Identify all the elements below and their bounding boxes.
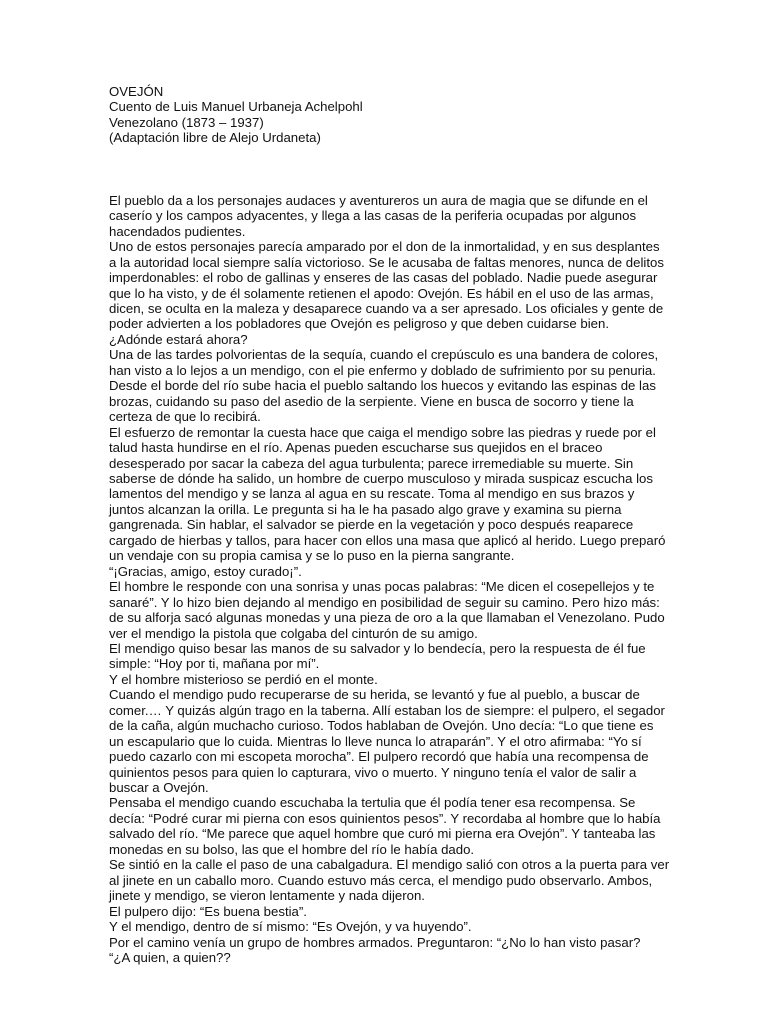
text-line: El pueblo da a los personajes audaces y aventureros un aura de magia que se difunde en el xyxy=(109,192,648,208)
text-line: hacendados pudientes. xyxy=(109,223,246,239)
text-line: imperdonables: el robo de gallinas y enseres de las casas del poblado. Nadie puede asegurar xyxy=(109,270,658,286)
text-line: lamentos del mendigo y se lanza al agua en su rescate. Toma al mendigo en sus brazos y xyxy=(109,486,635,502)
author-nationality: Venezolano (1873 – 1937) xyxy=(109,114,264,130)
story-title: OVEJÓN xyxy=(109,84,164,99)
text-line: “¿A quien, a quien?? xyxy=(109,950,231,966)
text-line: Y el hombre misterioso se perdió en el monte. xyxy=(109,671,378,687)
story-author: Cuento de Luis Manuel Urbaneja Achelpohl xyxy=(109,99,363,115)
text-line: Pensaba el mendigo cuando escuchaba la tertulia que él podía tener esa recompensa. Se xyxy=(109,795,636,811)
text-line: al jinete en un caballo moro. Cuando estuvo más cerca, el mendigo pudo observarlo. Ambos, xyxy=(109,872,653,888)
text-line: Cuando el mendigo pudo recuperarse de su herida, se levantó y fue al pueblo, a buscar de xyxy=(109,687,640,703)
adaptation-credit: (Adaptación libre de Alejo Urdaneta) xyxy=(109,130,321,146)
text-line: puedo cazarlo con mi escopeta morocha”. El pulpero recordó que había una recompensa de xyxy=(109,749,649,765)
text-line: un vendaje con su propia camisa y se lo puso en la pierna sangrante. xyxy=(109,548,515,564)
text-line: brozas, cuidando su paso del asedio de la serpiente. Viene en busca de socorro y tiene la xyxy=(109,393,634,409)
text-line: cargado de hierbas y tallos, para hacer con ellos una masa que aplicó al herido. Luego preparó xyxy=(109,532,666,548)
document-header xyxy=(109,84,639,146)
text-line: poder advierten a los pobladores que Ovejón es peligroso y que deben cuidarse bien. xyxy=(109,316,609,332)
text-line: Uno de estos personajes parecía amparado por el don de la inmortalidad, y en sus desplantes xyxy=(109,239,660,255)
text-line: salvado del río. “Me parece que aquel hombre que curó mi pierna era Ovejón”. Y tanteaba las xyxy=(109,826,656,842)
text-line: Una de las tardes polvorientas de la sequía, cuando el crepúsculo es una bandera de colores, xyxy=(109,347,659,363)
text-line: quinientos pesos para quien lo capturara, vivo o muerto. Y ninguno tenía el valor de salir a xyxy=(109,764,637,780)
text-line: buscar a Ovejón. xyxy=(109,780,209,796)
text-line: a la autoridad local siempre salía victorioso. Se le acusaba de faltas menores, nunca de delitos xyxy=(109,254,664,270)
text-line: comer.… Y quizás algún trago en la taberna. Allí estaban los de siempre: el pulpero, el segador xyxy=(109,702,665,718)
story-body xyxy=(109,192,670,966)
text-line: El esfuerzo de remontar la cuesta hace que caiga el mendigo sobre las piedras y ruede por el xyxy=(109,424,656,440)
text-line: ver el mendigo la pistola que colgaba del cinturón de su amigo. xyxy=(109,625,478,641)
text-line: saberse de dónde ha salido, un hombre de cuerpo musculoso y mirada suspicaz escucha los xyxy=(109,470,653,486)
text-line: que lo ha visto, y de él solamente retienen el apodo: Ovejón. Es hábil en el uso de las armas, xyxy=(109,285,654,301)
text-line: de la caña, algún muchacho curioso. Todos hablaban de Ovejón. Uno decía: “Lo que tiene es xyxy=(109,718,654,734)
text-line: El hombre le responde con una sonrisa y unas pocas palabras: “Me dicen el cosepellejos y te xyxy=(109,579,655,595)
text-line: juntos alcanzan la orilla. Le pregunta si ha le ha pasado algo grave y examina su pierna xyxy=(109,501,622,517)
text-line: “¡Gracias, amigo, estoy curado¡”. xyxy=(109,563,302,579)
text-line: dicen, se oculta en la maleza y desaparece cuando va a ser apresado. Los oficiales y gente de xyxy=(109,300,664,316)
text-line: de su alforja sacó algunas monedas y una pieza de oro a la que llamaban el Venezolano. Pudo xyxy=(109,610,665,626)
text-line: sanaré”. Y lo hizo bien dejando al mendigo en posibilidad de seguir su camino. Pero hizo más: xyxy=(109,594,660,610)
text-line: han visto a lo lejos a un mendigo, con el pie enfermo y doblado de sufrimiento por su penuria. xyxy=(109,362,656,378)
text-line: certeza de que lo recibirá. xyxy=(109,409,261,425)
text-line: Desde el borde del río sube hacia el pueblo saltando los huecos y evitando las espinas de las xyxy=(109,378,656,394)
document-page xyxy=(109,84,670,966)
text-line: caserío y los campos adyacentes, y llega a las casas de la periferia ocupadas por algunos xyxy=(109,208,637,224)
header-gap xyxy=(109,146,639,193)
text-line: monedas en su bolso, las que el hombre del río le había dado. xyxy=(109,841,475,857)
text-line: Se sintió en la calle el paso de una cabalgadura. El mendigo salió con otros a la puerta para ver xyxy=(109,857,670,873)
text-line: Por el camino venía un grupo de hombres armados. Preguntaron: “¿No lo han visto pasar? xyxy=(109,934,641,950)
text-line: talud hasta hundirse en el río. Apenas pueden escucharse sus quejidos en el braceo xyxy=(109,440,603,456)
text-line: El mendigo quiso besar las manos de su salvador y lo bendecía, pero la respuesta de él fue xyxy=(109,640,646,656)
text-line: gangrenada. Sin hablar, el salvador se pierde en la vegetación y poco después reaparece xyxy=(109,517,634,533)
text-line: un escapulario que lo cuida. Mientras lo lleve nunca lo atraparán”. Y el otro afirmaba: “Yo sí xyxy=(109,733,642,749)
text-line: El pulpero dijo: “Es buena bestia”. xyxy=(109,903,307,919)
text-line: jinete y mendigo, se vieron lentamente y nada dijeron. xyxy=(109,888,425,904)
text-line: desesperado por sacar la cabeza del agua turbulenta; parece irremediable su muerte. Sin xyxy=(109,455,634,471)
text-line: Y el mendigo, dentro de sí mismo: “Es Ovejón, y va huyendo”. xyxy=(109,919,472,935)
text-line: ¿Adónde estará ahora? xyxy=(109,331,248,347)
text-line: simple: “Hoy por ti, mañana por mí”. xyxy=(109,656,320,672)
text-line: decía: “Podré curar mi pierna con esos quinientos pesos”. Y recordaba al hombre que lo había xyxy=(109,810,661,826)
